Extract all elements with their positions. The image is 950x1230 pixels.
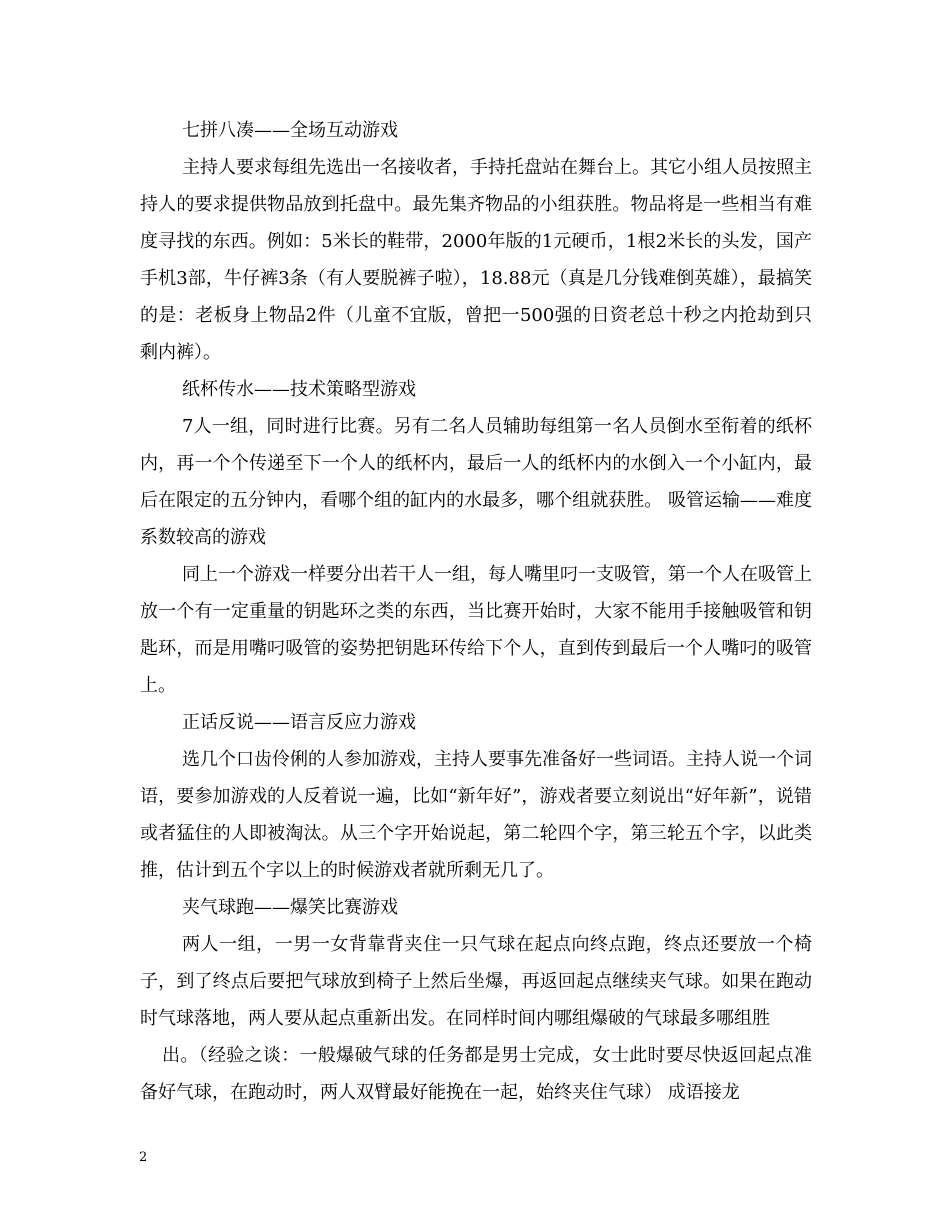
body-paragraph: 主持人要求每组先选出一名接收者，手持托盘站在舞台上。其它小组人员按照主持人的要求提供物品放到托盘中。最先集齐物品的小组获胜。物品将是一些相当有难度寻找的东西。例如：5米长的鞋带，2000年版的1元硬币，1根2米长的头发，国产手机3部，牛仔裤3条（有人要脱裤子啦），18.88元（真是几分钱难倒英雄），最搞笑的是：老板身上物品2件（儿童不宜版，曾把一500强的日资老总十秒之内抢劫到只剩内裤）。 (140, 157, 812, 363)
document-body (140, 112, 812, 1111)
body-paragraph: 7人一组，同时进行比赛。另有二名人员辅助每组第一名人员倒水至衔着的纸杯内，再一个个传递至下一个人的纸杯内，最后一人的纸杯内的水倒入一个小缸内，最后在限定的五分钟内，看哪个组的缸内的水最多，哪个组就获胜。 吸管运输——难度系数较高的游戏 (140, 416, 812, 548)
section-heading: 夹气球跑——爆笑比赛游戏 (182, 897, 398, 918)
section-heading: 七拼八凑——全场互动游戏 (182, 120, 398, 141)
body-paragraph: 同上一个游戏一样要分出若干人一组，每人嘴里叼一支吸管，第一个人在吸管上放一个有一定重量的钥匙环之类的东西，当比赛开始时，大家不能用手接触吸管和钥匙环，而是用嘴叼吸管的姿势把钥匙环传给下个人，直到传到最后一个人嘴叼的吸管上。 (140, 564, 812, 696)
section-heading: 正话反说——语言反应力游戏 (182, 712, 416, 733)
body-paragraph: 出。（经验之谈：一般爆破气球的任务都是男士完成，女士此时要尽快返回起点准备好气球，在跑动时，两人双臂最好能挽在一起，始终夹住气球） 成语接龙 (140, 1045, 812, 1103)
body-paragraph: 两人一组，一男一女背靠背夹住一只气球在起点向终点跑，终点还要放一个椅子，到了终点后要把气球放到椅子上然后坐爆，再返回起点继续夹气球。如果在跑动时气球落地，两人要从起点重新出发。在同样时间内哪组爆破的气球最多哪组胜 (140, 934, 812, 1029)
body-paragraph: 选几个口齿伶俐的人参加游戏，主持人要事先准备好一些词语。主持人说一个词语，要参加游戏的人反着说一遍，比如“新年好”，游戏者要立刻说出“好年新”，说错或者猛住的人即被淘汰。从三个字开始说起，第二轮四个字，第三轮五个字，以此类推，估计到五个字以上的时候游戏者就所剩无几了。 (140, 749, 812, 881)
page-number: 2 (139, 1150, 148, 1165)
section-heading: 纸杯传水——技术策略型游戏 (182, 379, 416, 400)
